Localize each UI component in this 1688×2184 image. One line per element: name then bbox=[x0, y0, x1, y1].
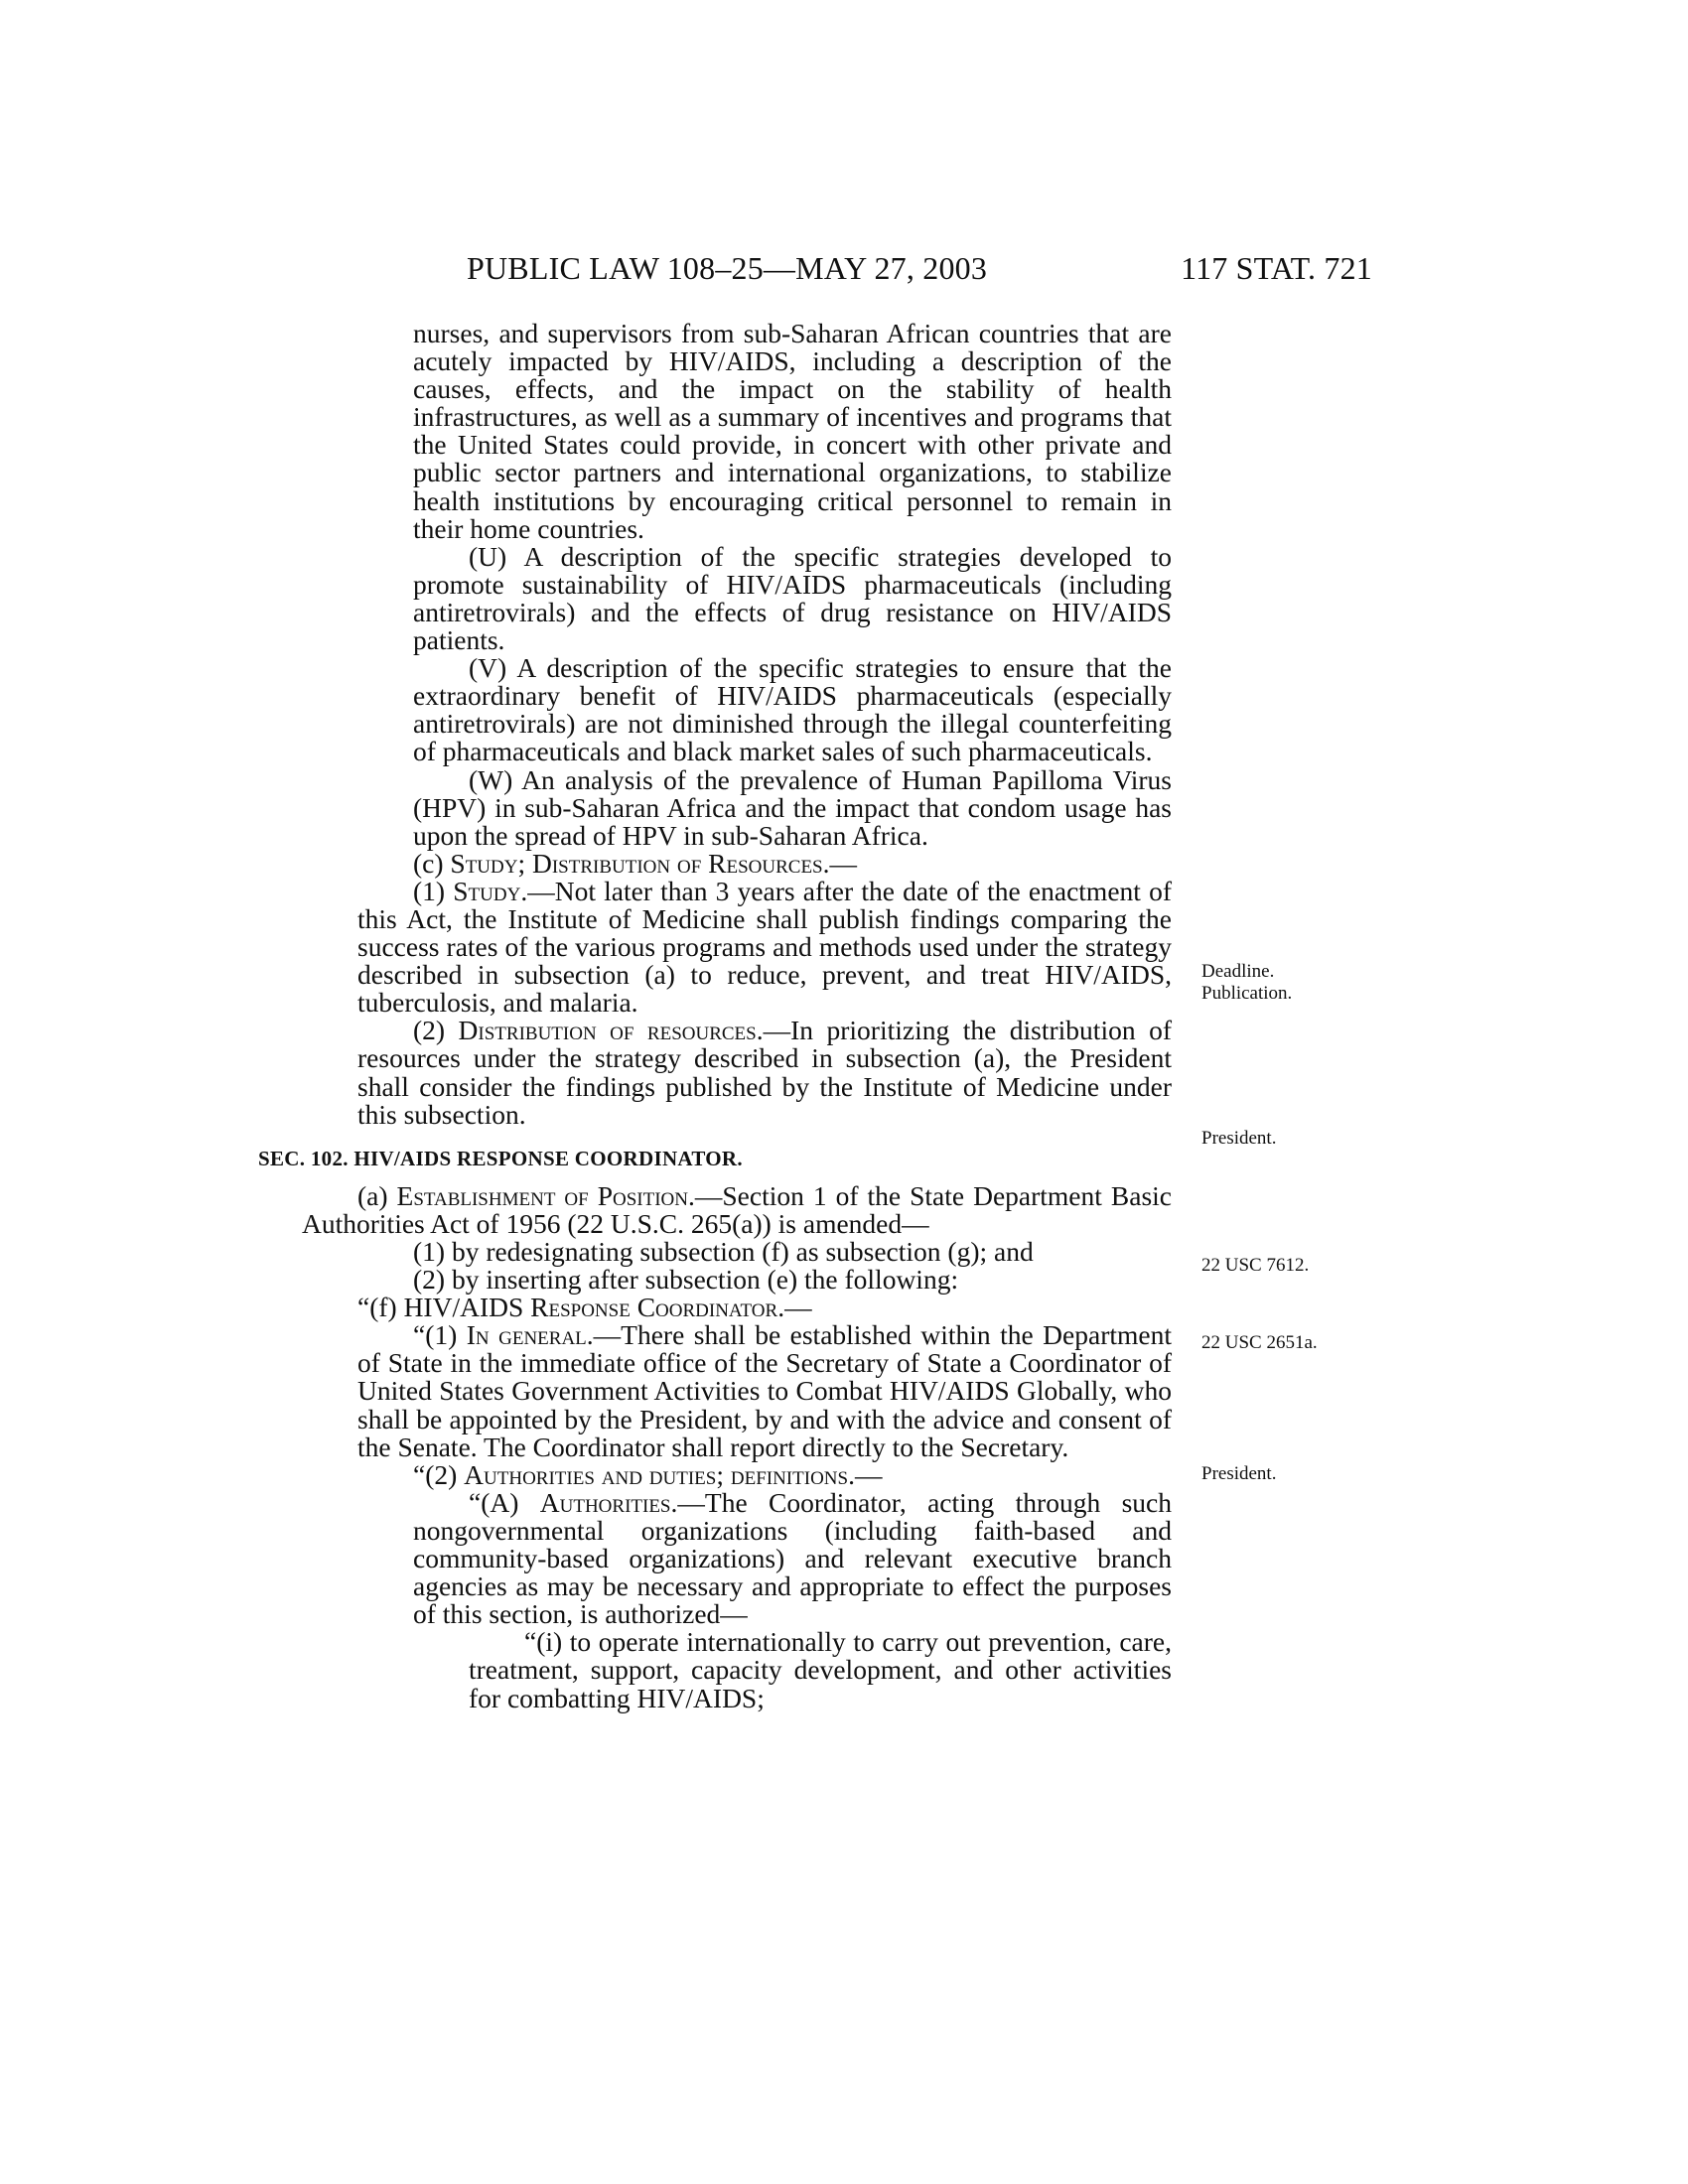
margin-note-president: President. bbox=[1201, 1128, 1277, 1149]
subsection-a bbox=[302, 1179, 1172, 1239]
margin-note-usc-7612: 22 USC 7612. bbox=[1201, 1255, 1310, 1276]
f-lead: “(f) bbox=[357, 1292, 404, 1323]
section-heading: SEC. 102. HIV/AIDS RESPONSE COORDINATOR. bbox=[258, 1146, 743, 1170]
a-lead: (a) bbox=[357, 1179, 397, 1211]
subsection-c-dash: — bbox=[829, 847, 858, 879]
f2-title: Authorities and duties; definitions. bbox=[464, 1458, 855, 1490]
f2-dash: — bbox=[854, 1458, 883, 1490]
c2-lead: (2) bbox=[413, 1015, 459, 1046]
paragraph-w: (W) An analysis of the prevalence of Human Papilloma Virus (HPV) in sub-Saharan Africa and the impact that condom usage has upon the spread of HPV in sub-Saharan Africa. bbox=[413, 763, 1172, 851]
subsection-c-heading bbox=[357, 847, 1172, 879]
paragraph-v: (V) A description of the specific strategies to ensure that the extraordinary benefit of HIV/AIDS pharmaceuticals (especially antiretrovirals) are not diminished through the illegal counterfeiting of pharmaceuticals and black market sales of such pharmaceuticals. bbox=[413, 652, 1172, 767]
subsection-c-title: Study; Distribution of Resources. bbox=[450, 847, 830, 879]
paragraph-a1: (1) by redesignating subsection (f) as subsection (g); and bbox=[413, 1236, 1034, 1267]
paragraph-a2: (2) by inserting after subsection (e) the following: bbox=[413, 1264, 959, 1296]
paragraph-continuation: nurses, and supervisors from sub-Saharan African countries that are acutely impacted by HIV/AIDS, including a description of the causes, effects, and the impact on the stability of health infrastructures, as well as a summary of incentives and programs that the United States could provide, in concert with other private and public sector partners and international organizations, to stabilize health institutions by encouraging critical personnel to remain in their home countries. bbox=[413, 318, 1172, 544]
f-dash: — bbox=[784, 1292, 812, 1323]
quoted-paragraph-f1 bbox=[357, 1321, 1172, 1460]
f2-lead: “(2) bbox=[413, 1458, 465, 1490]
margin-note-usc-2651a: 22 USC 2651a. bbox=[1201, 1332, 1318, 1353]
a-body: .—Section 1 of the State Department Basic Authorities Act of 1956 (22 U.S.C. 265(a)) is amended— bbox=[302, 1179, 1172, 1239]
f1-title: In general bbox=[466, 1319, 587, 1351]
f1-body: .—There shall be established within the Department of State in the immediate office of the Secretary of State a Coordinator of United States Government Activities to Combat HIV/AIDS Globally, who shall be appointed by the President, by and with the advice and consent of the Senate. The Coordinator shall report directly to the Secretary. bbox=[357, 1319, 1172, 1462]
running-header-title: PUBLIC LAW 108–25—MAY 27, 2003 bbox=[467, 250, 988, 286]
margin-note-president-2: President. bbox=[1201, 1463, 1277, 1484]
quoted-subparagraph-a bbox=[357, 1486, 1172, 1630]
quoted-subsection-f bbox=[357, 1294, 1172, 1321]
subsection-c-lead: (c) bbox=[413, 847, 451, 879]
c2-title: Distribution of resources bbox=[458, 1015, 757, 1046]
c1-body: .—Not later than 3 years after the date of the enactment of this Act, the Institute of Medicine shall publish findings comparing the success rates of the various programs and methods used under the strategy described in subsection (a) to reduce, prevent, and treat HIV/AIDS, tuberculosis, and malaria. bbox=[357, 875, 1172, 1019]
a-title: Establishment of Position bbox=[396, 1179, 688, 1211]
quoted-clause-i: “(i) to operate internationally to carry out prevention, care, treatment, support, capacity development, and other activities for combatting HIV/AIDS; bbox=[469, 1626, 1172, 1713]
fA-body: .—The Coordinator, acting through such nongovernmental organizations (including faith-based and community-based organizations) and relevant executive branch agencies as may be necessary and appropriate to effect the purposes of this section, is authorized— bbox=[413, 1486, 1172, 1630]
c1-title: Study bbox=[453, 875, 521, 906]
margin-note-publication: Publication. bbox=[1201, 983, 1293, 1004]
f1-lead: “(1) bbox=[413, 1319, 467, 1351]
paragraph-c2 bbox=[357, 1017, 1172, 1128]
c1-lead: (1) bbox=[413, 875, 454, 906]
fA-lead: “(A) bbox=[469, 1486, 540, 1518]
statute-body bbox=[258, 318, 1172, 1713]
paragraph-c1 bbox=[357, 875, 1172, 1019]
quoted-paragraph-f2 bbox=[357, 1458, 1172, 1490]
paragraph-u: (U) A description of the specific strategies developed to promote sustainability of HIV/AIDS pharmaceuticals (including antiretrovirals) and the effects of drug resistance on HIV/AIDS patients. bbox=[413, 540, 1172, 656]
page-stat-number: 117 STAT. 721 bbox=[1181, 250, 1372, 286]
f-title: HIV/AIDS Response Coordinator. bbox=[403, 1292, 785, 1323]
margin-note-deadline: Deadline. bbox=[1201, 961, 1275, 982]
fA-title: Authorities bbox=[539, 1486, 671, 1518]
c2-body: .—In prioritizing the distribution of resources under the strategy described in subsection (a), the President shall consider the findings published by the Institute of Medicine under this subsection. bbox=[357, 1015, 1172, 1130]
